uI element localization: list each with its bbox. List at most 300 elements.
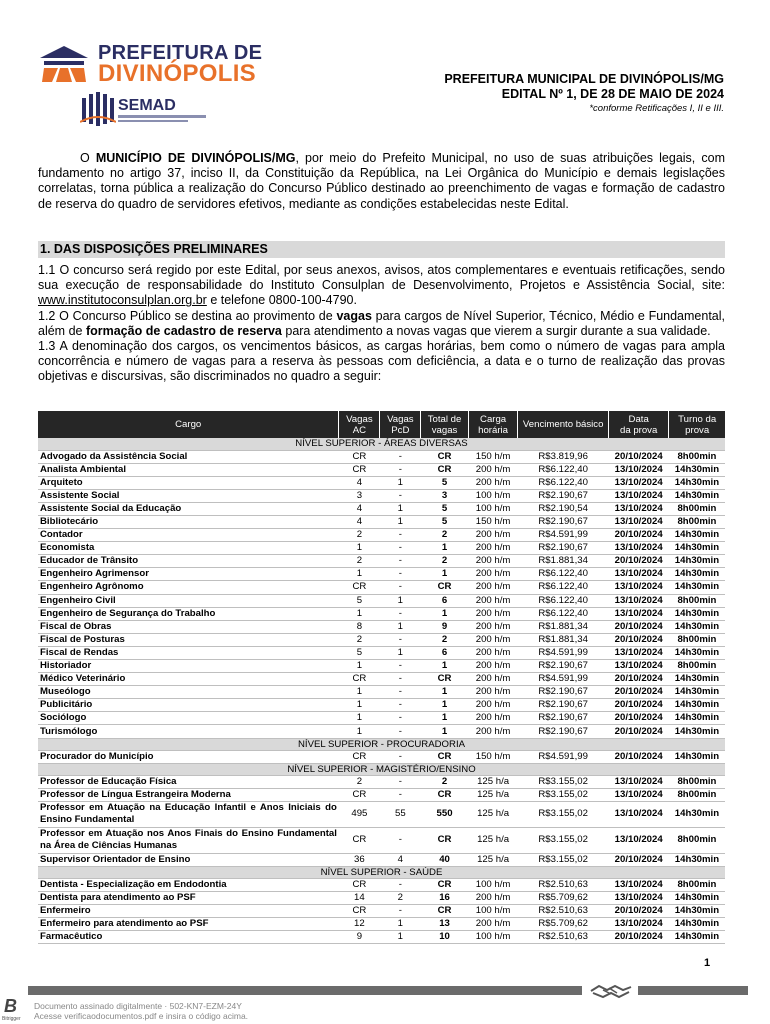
level-label: NÍVEL SUPERIOR - PROCURADORIA [38, 738, 725, 750]
cell-vagas-ac: 2 [339, 529, 380, 542]
table-body [38, 438, 725, 944]
footer-bar [28, 986, 748, 995]
cell-total: 6 [421, 646, 468, 659]
cell-vagas-pcd: - [380, 450, 421, 463]
h-carga-2: horária [478, 424, 509, 436]
cell-vagas-ac: CR [339, 827, 380, 853]
cell-total: CR [421, 750, 468, 763]
cell-cargo: Professor de Educação Física [38, 775, 339, 788]
intro-pre: O [80, 151, 96, 165]
p2-a: 1.2 O Concurso Público se destina ao provimento de [38, 308, 337, 323]
cell-data: 13/10/2024 [608, 607, 668, 620]
cell-carga: 125 h/a [468, 788, 518, 801]
cell-carga: 200 h/m [468, 529, 518, 542]
cell-vagas-ac: 1 [339, 686, 380, 699]
p1-post: e telefone 0800-100-4790. [206, 293, 357, 308]
table-row [38, 476, 725, 489]
cell-data: 13/10/2024 [608, 892, 668, 905]
cell-vagas-pcd: 1 [380, 931, 421, 944]
table-row [38, 542, 725, 555]
cell-cargo: Procurador do Município [38, 750, 339, 763]
cell-data: 13/10/2024 [608, 827, 668, 853]
table-row [38, 931, 725, 944]
cell-vencimento: R$2.190,54 [518, 502, 609, 515]
header-cargo: Cargo [38, 411, 339, 438]
cell-vagas-ac: 5 [339, 594, 380, 607]
intro-bold: MUNICÍPIO DE DIVINÓPOLIS/MG [95, 151, 296, 165]
table-row [38, 607, 725, 620]
cell-carga: 200 h/m [468, 620, 518, 633]
cell-vagas-ac: 5 [339, 646, 380, 659]
cell-carga: 125 h/a [468, 853, 518, 866]
cell-vencimento: R$3.155,02 [518, 788, 609, 801]
cell-vagas-pcd: - [380, 686, 421, 699]
cell-vagas-ac: CR [339, 450, 380, 463]
table-row [38, 581, 725, 594]
cell-total: 2 [421, 775, 468, 788]
table-row [38, 853, 725, 866]
cell-carga: 125 h/a [468, 775, 518, 788]
signature-notice [34, 1001, 248, 1021]
cell-vagas-pcd: - [380, 905, 421, 918]
cell-data: 13/10/2024 [608, 489, 668, 502]
cell-cargo: Historiador [38, 660, 339, 673]
cell-vencimento: R$2.190,67 [518, 515, 609, 528]
cell-cargo: Educador de Trânsito [38, 555, 339, 568]
cell-data: 13/10/2024 [608, 476, 668, 489]
handshake-icon [589, 983, 633, 999]
cell-data: 20/10/2024 [608, 905, 668, 918]
cell-total: CR [421, 788, 468, 801]
table-row [38, 788, 725, 801]
cell-carga: 200 h/m [468, 463, 518, 476]
cell-vagas-ac: CR [339, 905, 380, 918]
cell-vagas-ac: 1 [339, 712, 380, 725]
cell-turno: 8h00min [669, 450, 725, 463]
cell-vagas-pcd: - [380, 542, 421, 555]
semad-emblem-icon [80, 92, 116, 126]
cell-carga: 150 h/m [468, 515, 518, 528]
header-data [608, 411, 668, 438]
table-row [38, 699, 725, 712]
cell-vencimento: R$6.122,40 [518, 607, 609, 620]
cell-vagas-pcd: 1 [380, 515, 421, 528]
cell-vagas-pcd: - [380, 878, 421, 891]
table-row [38, 633, 725, 646]
header-note: *conforme Retificações I, II e III. [589, 103, 724, 114]
cell-cargo: Fiscal de Obras [38, 620, 339, 633]
cell-cargo: Engenheiro de Segurança do Trabalho [38, 607, 339, 620]
cell-vagas-pcd: - [380, 673, 421, 686]
cell-total: 5 [421, 515, 468, 528]
cell-total: 1 [421, 725, 468, 738]
cell-cargo: Supervisor Orientador de Ensino [38, 853, 339, 866]
h-vac-1: Vagas [346, 413, 373, 425]
h-data-1: Data [628, 413, 649, 425]
cell-carga: 200 h/m [468, 581, 518, 594]
document-header [324, 72, 724, 115]
cell-turno: 8h00min [669, 827, 725, 853]
cell-vagas-pcd: - [380, 725, 421, 738]
cell-data: 13/10/2024 [608, 660, 668, 673]
cell-vencimento: R$2.190,67 [518, 725, 609, 738]
table-row [38, 905, 725, 918]
cell-data: 20/10/2024 [608, 633, 668, 646]
logo-title-line1: PREFEITURA DE [98, 42, 263, 64]
cell-carga: 200 h/m [468, 607, 518, 620]
cell-total: 16 [421, 892, 468, 905]
cell-vencimento: R$2.190,67 [518, 686, 609, 699]
signature-provider-name: Bitrigger [2, 1016, 21, 1022]
cell-data: 13/10/2024 [608, 515, 668, 528]
cell-turno: 14h30min [669, 686, 725, 699]
table-row [38, 450, 725, 463]
cell-vencimento: R$1.881,34 [518, 555, 609, 568]
cell-turno: 14h30min [669, 931, 725, 944]
cell-vagas-pcd: - [380, 827, 421, 853]
cell-total: 1 [421, 660, 468, 673]
cell-turno: 14h30min [669, 673, 725, 686]
cell-vagas-pcd: - [380, 660, 421, 673]
table-row [38, 594, 725, 607]
cell-vagas-ac: 1 [339, 660, 380, 673]
semad-subtitle-2 [118, 120, 188, 122]
cell-turno: 14h30min [669, 725, 725, 738]
cell-vagas-pcd: 1 [380, 594, 421, 607]
cell-total: 5 [421, 502, 468, 515]
cell-cargo: Turismólogo [38, 725, 339, 738]
table-row [38, 801, 725, 827]
table-row [38, 463, 725, 476]
h-total-1: Total de [427, 413, 462, 425]
cell-carga: 125 h/a [468, 827, 518, 853]
cell-cargo: Médico Veterinário [38, 673, 339, 686]
semad-subtitle [118, 115, 206, 118]
cell-vagas-ac: CR [339, 750, 380, 763]
section-body [38, 263, 725, 385]
cell-vencimento: R$1.881,34 [518, 620, 609, 633]
table-row [38, 892, 725, 905]
table-level-row [38, 763, 725, 775]
cell-data: 20/10/2024 [608, 750, 668, 763]
cell-data: 20/10/2024 [608, 853, 668, 866]
cell-cargo: Professor de Língua Estrangeira Moderna [38, 788, 339, 801]
cell-total: CR [421, 463, 468, 476]
cell-turno: 14h30min [669, 918, 725, 931]
cell-carga: 200 h/m [468, 892, 518, 905]
cell-vencimento: R$2.190,67 [518, 660, 609, 673]
cell-vencimento: R$5.709,62 [518, 892, 609, 905]
cell-vagas-ac: 1 [339, 568, 380, 581]
table-row [38, 515, 725, 528]
cell-data: 20/10/2024 [608, 712, 668, 725]
header-vagas-ac [339, 411, 380, 438]
cell-vagas-ac: CR [339, 581, 380, 594]
cell-vagas-ac: CR [339, 673, 380, 686]
cell-data: 20/10/2024 [608, 673, 668, 686]
cell-vagas-pcd: - [380, 529, 421, 542]
cell-turno: 8h00min [669, 594, 725, 607]
cell-carga: 200 h/m [468, 594, 518, 607]
cell-data: 13/10/2024 [608, 775, 668, 788]
cell-vagas-pcd: - [380, 750, 421, 763]
signature-provider-logo: B [4, 996, 17, 1016]
cell-data: 13/10/2024 [608, 581, 668, 594]
cell-vagas-pcd: - [380, 555, 421, 568]
cell-turno: 14h30min [669, 542, 725, 555]
cell-vagas-ac: 3 [339, 489, 380, 502]
cell-vencimento: R$6.122,40 [518, 476, 609, 489]
cell-carga: 200 h/m [468, 918, 518, 931]
cell-cargo: Publicitário [38, 699, 339, 712]
cell-turno: 14h30min [669, 529, 725, 542]
table-row [38, 878, 725, 891]
cell-vencimento: R$2.510,63 [518, 931, 609, 944]
cell-cargo: Engenheiro Agrimensor [38, 568, 339, 581]
cell-cargo: Museólogo [38, 686, 339, 699]
cell-turno: 14h30min [669, 568, 725, 581]
cell-vagas-ac: 2 [339, 775, 380, 788]
cell-turno: 8h00min [669, 633, 725, 646]
section-title: 1. DAS DISPOSIÇÕES PRELIMINARES [38, 241, 725, 258]
cell-turno: 14h30min [669, 712, 725, 725]
cell-vencimento: R$2.190,67 [518, 489, 609, 502]
cell-vencimento: R$4.591,99 [518, 646, 609, 659]
cell-turno: 8h00min [669, 878, 725, 891]
cell-cargo: Contador [38, 529, 339, 542]
cell-data: 13/10/2024 [608, 594, 668, 607]
cell-turno: 14h30min [669, 476, 725, 489]
cell-carga: 100 h/m [468, 489, 518, 502]
cell-vagas-ac: 14 [339, 892, 380, 905]
cell-total: 2 [421, 633, 468, 646]
table-row [38, 660, 725, 673]
cell-vagas-pcd: 55 [380, 801, 421, 827]
paragraph-1-3: 1.3 A denominação dos cargos, os vencimentos básicos, as cargas horárias, bem como o número de vagas para ampla concorrência e número de vagas para a reserva às pessoas com deficiência, a data e o turno de realização das provas objetivas e discursivas, são discriminados no quadro a seguir: [38, 339, 725, 384]
cell-turno: 14h30min [669, 853, 725, 866]
cell-carga: 200 h/m [468, 686, 518, 699]
table-row [38, 725, 725, 738]
prefeitura-logo [38, 42, 263, 132]
paragraph-1-2 [38, 309, 725, 339]
h-data-2: da prova [619, 424, 658, 436]
cell-vagas-ac: 1 [339, 607, 380, 620]
signature-line-2: Acesse verificaodocumentos.pdf e insira o código acima. [34, 1011, 249, 1021]
header-vencimento: Vencimento básico [518, 411, 609, 438]
cell-vagas-ac: 1 [339, 699, 380, 712]
cell-vencimento: R$5.709,62 [518, 918, 609, 931]
cell-vencimento: R$2.510,63 [518, 878, 609, 891]
cell-vagas-pcd: 1 [380, 918, 421, 931]
cell-total: 6 [421, 594, 468, 607]
cell-cargo: Fiscal de Rendas [38, 646, 339, 659]
cell-data: 20/10/2024 [608, 686, 668, 699]
cell-carga: 200 h/m [468, 542, 518, 555]
cell-total: CR [421, 878, 468, 891]
cell-cargo: Sociólogo [38, 712, 339, 725]
cell-vagas-ac: 2 [339, 633, 380, 646]
cell-cargo: Enfermeiro para atendimento ao PSF [38, 918, 339, 931]
cell-turno: 14h30min [669, 801, 725, 827]
cell-vagas-pcd: - [380, 788, 421, 801]
cell-carga: 200 h/m [468, 555, 518, 568]
cell-vagas-pcd: - [380, 712, 421, 725]
cell-turno: 14h30min [669, 555, 725, 568]
cell-total: CR [421, 827, 468, 853]
cell-vagas-pcd: 1 [380, 502, 421, 515]
cell-turno: 14h30min [669, 750, 725, 763]
cell-data: 13/10/2024 [608, 878, 668, 891]
cell-data: 20/10/2024 [608, 529, 668, 542]
cell-vagas-pcd: 4 [380, 853, 421, 866]
cell-turno: 8h00min [669, 660, 725, 673]
cell-cargo: Farmacêutico [38, 931, 339, 944]
cell-vagas-pcd: - [380, 633, 421, 646]
intro-post: , por meio do Prefeito Municipal, no uso de suas atribuições legais, com fundamento no artigo 37, inciso II, da Constituição da República, na Lei Orgânica do Município e demais legislações correlatas, torna pública a realização do Concurso Público destinado ao preenchimento de vagas e formação de cadastro de reserva do quadro de servidores efetivos, mediante as condições estabelecidas neste Edital. [38, 151, 725, 211]
divinopolis-emblem-icon [38, 44, 90, 84]
cell-vagas-ac: 4 [339, 476, 380, 489]
cell-carga: 200 h/m [468, 660, 518, 673]
cell-total: 550 [421, 801, 468, 827]
cell-carga: 125 h/a [468, 801, 518, 827]
cell-data: 20/10/2024 [608, 725, 668, 738]
cell-data: 13/10/2024 [608, 788, 668, 801]
cell-total: CR [421, 673, 468, 686]
cell-carga: 100 h/m [468, 905, 518, 918]
p2-c: para cargos de Nível Superior, Técnico, Médio e Fundamental, além de [38, 308, 725, 338]
cell-data: 13/10/2024 [608, 918, 668, 931]
table-level-row [38, 866, 725, 878]
cell-cargo: Professor em Atuação nos Anos Finais do Ensino Fundamental na Área de Ciências Humanas [40, 828, 337, 852]
cell-total: 2 [421, 529, 468, 542]
cell-vagas-pcd: 1 [380, 620, 421, 633]
table-row [38, 502, 725, 515]
cell-vencimento: R$2.190,67 [518, 542, 609, 555]
cell-vagas-ac: 2 [339, 555, 380, 568]
cell-cargo: Economista [38, 542, 339, 555]
table-row [38, 620, 725, 633]
cell-cargo: Professor em Atuação na Educação Infantil e Anos Iniciais do Ensino Fundamental [40, 802, 337, 826]
cell-vencimento: R$1.881,34 [518, 633, 609, 646]
cell-turno: 14h30min [669, 620, 725, 633]
paragraph-1-1 [38, 263, 725, 309]
cell-carga: 200 h/m [468, 712, 518, 725]
cell-turno: 14h30min [669, 646, 725, 659]
cell-vencimento: R$3.155,02 [518, 853, 609, 866]
p2-d: formação de cadastro de reserva [85, 323, 282, 338]
table-row [38, 568, 725, 581]
cell-vagas-pcd: 1 [380, 476, 421, 489]
cell-vencimento: R$2.190,67 [518, 712, 609, 725]
cell-cargo: Arquiteto [38, 476, 339, 489]
cell-vagas-ac: 12 [339, 918, 380, 931]
cell-data: 20/10/2024 [608, 699, 668, 712]
table-row [38, 673, 725, 686]
cell-total: 1 [421, 568, 468, 581]
cell-total: 10 [421, 931, 468, 944]
cell-total: 2 [421, 555, 468, 568]
cell-vagas-ac: CR [339, 878, 380, 891]
cell-carga: 200 h/m [468, 476, 518, 489]
level-label: NÍVEL SUPERIOR - ÁREAS DIVERSAS [38, 438, 725, 450]
cell-vencimento: R$4.591,99 [518, 529, 609, 542]
cell-carga: 100 h/m [468, 502, 518, 515]
cell-vagas-pcd: - [380, 581, 421, 594]
cell-cargo: Analista Ambiental [38, 463, 339, 476]
cell-data: 13/10/2024 [608, 568, 668, 581]
cell-vagas-pcd: - [380, 699, 421, 712]
cell-carga: 200 h/m [468, 699, 518, 712]
cell-total: 1 [421, 607, 468, 620]
cell-carga: 200 h/m [468, 633, 518, 646]
cell-total: 9 [421, 620, 468, 633]
table-row [38, 555, 725, 568]
cell-vagas-ac: 1 [339, 542, 380, 555]
cell-vagas-pcd: - [380, 489, 421, 502]
cell-total: 1 [421, 712, 468, 725]
cell-carga: 200 h/m [468, 725, 518, 738]
cell-vencimento: R$4.591,99 [518, 673, 609, 686]
table-row [38, 712, 725, 725]
cell-data: 13/10/2024 [608, 801, 668, 827]
cell-data: 20/10/2024 [608, 450, 668, 463]
cell-turno: 8h00min [669, 515, 725, 528]
cell-turno: 8h00min [669, 775, 725, 788]
cell-cargo: Assistente Social [38, 489, 339, 502]
cell-vencimento: R$4.591,99 [518, 750, 609, 763]
cell-data: 13/10/2024 [608, 646, 668, 659]
table-level-row [38, 738, 725, 750]
cell-vagas-pcd: - [380, 463, 421, 476]
table-row [38, 918, 725, 931]
cell-carga: 100 h/m [468, 931, 518, 944]
cell-carga: 100 h/m [468, 878, 518, 891]
h-turno-1: Turno da [678, 413, 717, 425]
logo-title-line2: DIVINÓPOLIS [98, 60, 256, 87]
header-carga [468, 411, 518, 438]
cell-vagas-ac: 4 [339, 515, 380, 528]
cell-turno: 14h30min [669, 463, 725, 476]
cell-cargo: Engenheiro Civil [38, 594, 339, 607]
cell-vagas-pcd: - [380, 775, 421, 788]
cell-cargo: Advogado da Assistência Social [38, 450, 339, 463]
cell-vagas-ac: 1 [339, 725, 380, 738]
level-label: NÍVEL SUPERIOR - MAGISTÉRIO/ENSINO [38, 763, 725, 775]
header-vagas-pcd [380, 411, 421, 438]
cell-cargo: Dentista para atendimento ao PSF [38, 892, 339, 905]
cell-carga: 200 h/m [468, 646, 518, 659]
cell-turno: 8h00min [669, 502, 725, 515]
table-level-row [38, 438, 725, 450]
cell-vencimento: R$3.155,02 [518, 827, 609, 853]
page-number: 1 [704, 957, 711, 969]
cell-cargo: Dentista - Especialização em Endodontia [38, 878, 339, 891]
cell-vagas-ac: 36 [339, 853, 380, 866]
cell-vencimento: R$3.819,96 [518, 450, 609, 463]
table-row [38, 489, 725, 502]
p2-e: para atendimento a novas vagas que vierem a surgir durante a sua validade. [281, 323, 711, 338]
table-row [38, 775, 725, 788]
h-vpcd-1: Vagas [387, 413, 414, 425]
cell-cargo: Engenheiro Agrônomo [38, 581, 339, 594]
consulplan-link[interactable]: www.institutoconsulplan.org.br [38, 293, 207, 308]
cell-cargo: Assistente Social da Educação [38, 502, 339, 515]
h-carga-1: Carga [480, 413, 507, 425]
cell-total: CR [421, 450, 468, 463]
cell-vagas-ac: CR [339, 788, 380, 801]
intro-paragraph [38, 151, 725, 212]
table-row [38, 827, 725, 853]
